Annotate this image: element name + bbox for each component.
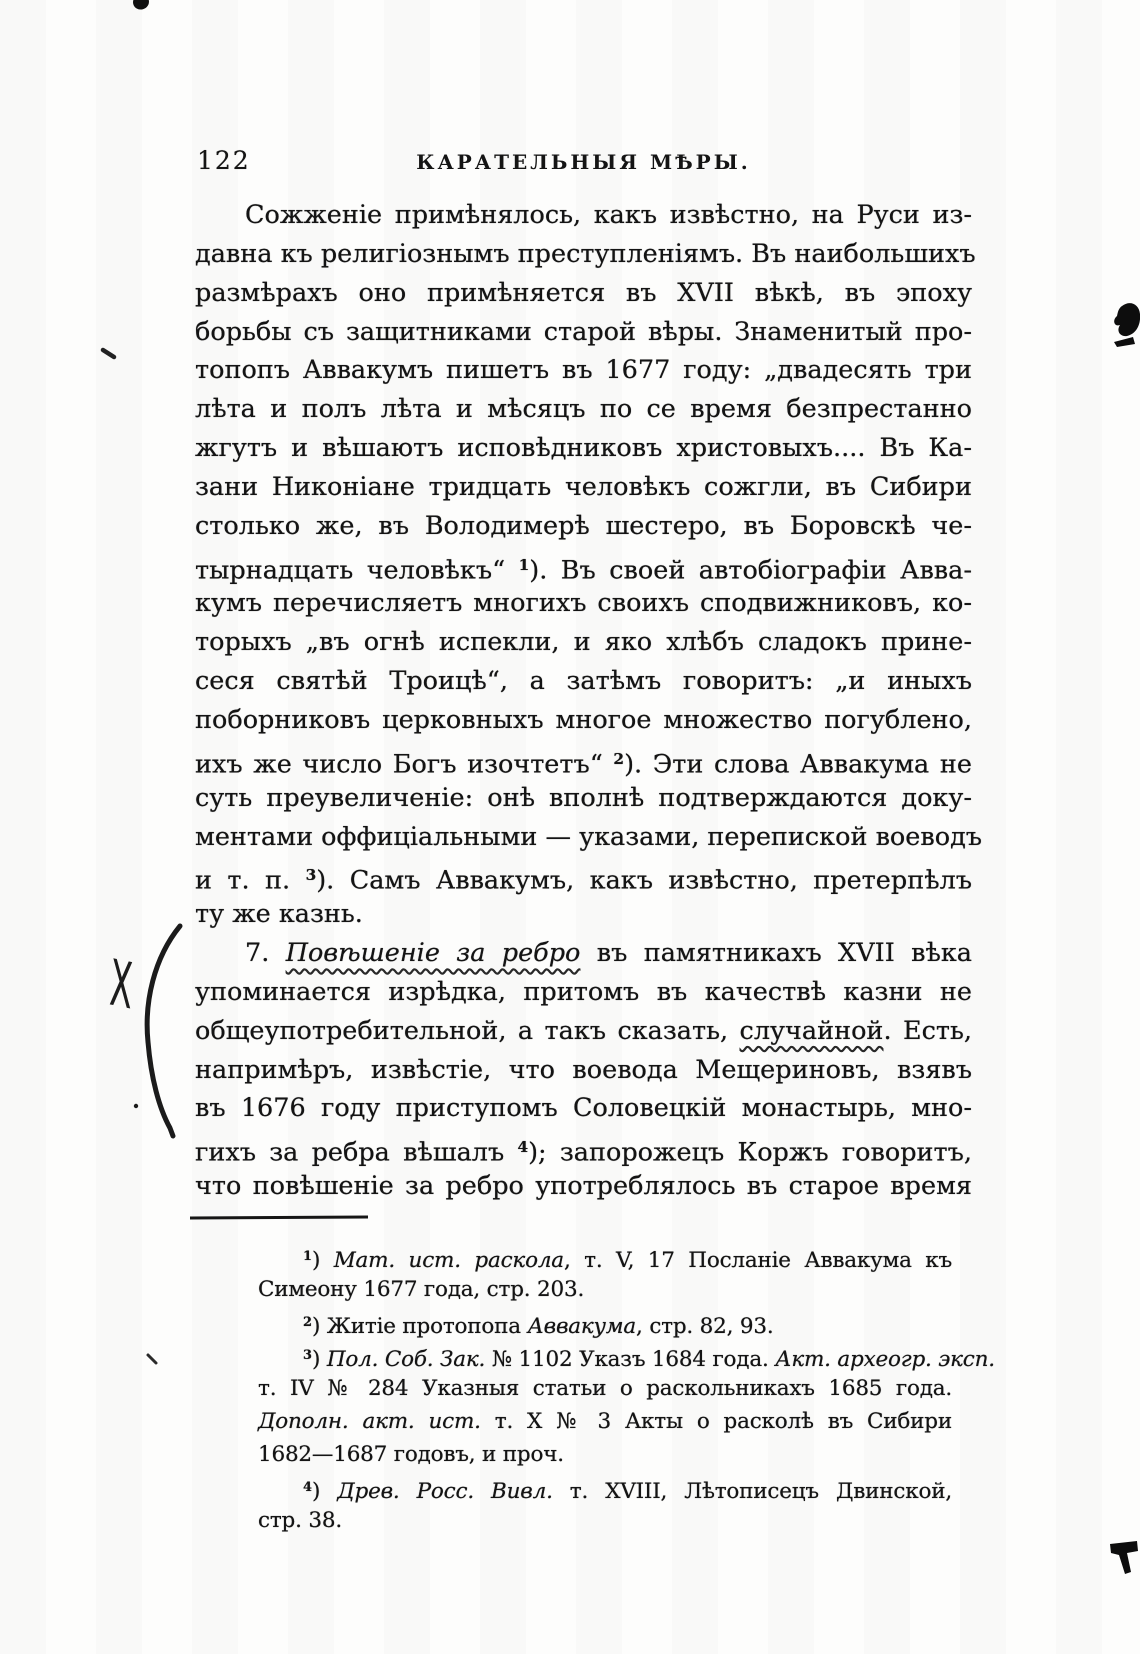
text-segment: т. IV № 284 Указныя статьи о раскольникахъ 1685 года. xyxy=(258,1376,952,1401)
text-line xyxy=(195,973,972,1012)
text-segment: Повѣшеніе за ребро xyxy=(285,938,581,969)
ink-blot-top-edge xyxy=(130,0,152,13)
text-line xyxy=(195,1167,972,1206)
text-line xyxy=(195,1089,972,1128)
text-segment: что повѣшеніе за ребро употреблялось въ старое время xyxy=(195,1171,972,1202)
text-line xyxy=(258,1273,952,1306)
ink-blot-right-edge xyxy=(1106,298,1140,356)
text-segment: Сожженіе примѣнялось, какъ извѣстно, на Руси из- xyxy=(245,200,972,230)
text-segment: въ 1676 году приступомъ Соловецкій монастырь, мно- xyxy=(195,1093,972,1124)
text-line xyxy=(195,934,972,973)
text-segment: жгутъ и вѣшаютъ исповѣдниковъ христовыхъ.... Въ Ка- xyxy=(195,433,972,464)
footnote-marker: 2 xyxy=(303,1315,312,1330)
text-segment: ). Эти слова Аввакума не xyxy=(624,749,972,780)
text-segment: , стр. 82, 93. xyxy=(636,1314,774,1340)
running-title: КАРАТЕЛЬНЫЯ МѢРЫ. xyxy=(416,150,751,174)
text-line xyxy=(258,1240,952,1273)
text-segment: № 1102 Указъ 1684 года. xyxy=(485,1347,776,1373)
text-segment: напримѣръ, извѣстіе, что воевода Мещериновъ, взявъ xyxy=(195,1054,972,1085)
text-segment: Древ. Росс. Вивл. xyxy=(337,1479,553,1505)
text-segment: давна къ религіознымъ преступленіямъ. Въ наибольшихъ xyxy=(195,238,976,269)
text-line xyxy=(195,546,972,585)
text-line xyxy=(258,1405,952,1438)
text-segment: Акт. археогр. эксп. xyxy=(775,1347,995,1373)
text-segment: ). Въ своей автобіографіи Авва- xyxy=(529,555,972,585)
text-segment: т. XVIII, Лѣтописецъ Двинской, xyxy=(552,1479,953,1505)
text-segment: гихъ за ребра вѣшалъ xyxy=(195,1137,518,1168)
text-line xyxy=(195,623,972,662)
text-line xyxy=(258,1339,995,1373)
text-segment: ) Житіе протопопа xyxy=(311,1314,528,1340)
text-segment: поборниковъ церковныхъ многое множество погублено, xyxy=(195,704,972,735)
footnote-marker: 2 xyxy=(613,749,625,768)
handwritten-margin-bracket xyxy=(128,916,188,1146)
text-segment: тырнадцать человѣкъ“ xyxy=(195,555,519,585)
text-line xyxy=(195,662,972,701)
text-line xyxy=(195,429,972,468)
text-segment: т. X № 3 Акты о расколѣ въ Сибири xyxy=(480,1409,952,1434)
footnote-marker: 3 xyxy=(303,1348,312,1363)
text-line xyxy=(258,1372,952,1405)
footnote-marker: 1 xyxy=(518,555,530,574)
text-segment: ); запорожецъ Коржъ говоритъ, xyxy=(528,1137,972,1168)
text-segment: упоминается изрѣдка, притомъ въ качествѣ казни не xyxy=(195,976,972,1007)
text-segment: ) xyxy=(311,1347,327,1373)
text-line xyxy=(258,1306,952,1339)
text-segment: общеупотребительной, а такъ сказать, xyxy=(195,1015,740,1046)
text-segment: ) xyxy=(311,1248,334,1274)
text-segment: . Есть, xyxy=(883,1015,972,1046)
text-segment: ). Самъ Аввакумъ, какъ извѣстно, претерпѣлъ xyxy=(316,865,972,896)
footnote-marker: 1 xyxy=(303,1249,312,1264)
text-line xyxy=(195,1051,972,1090)
text-line xyxy=(195,313,972,352)
text-line xyxy=(195,351,972,390)
text-line xyxy=(195,390,972,429)
text-segment: борьбы съ защитниками старой вѣры. Знаменитый про- xyxy=(195,316,972,347)
page-number: 122 xyxy=(197,146,251,175)
text-line xyxy=(195,235,976,274)
text-line xyxy=(258,1504,952,1537)
text-segment: стр. 38. xyxy=(258,1508,342,1533)
text-segment: ихъ же число Богъ изочтетъ“ xyxy=(195,749,614,780)
text-line xyxy=(258,1471,952,1504)
handwritten-x-mark: X xyxy=(107,946,135,1025)
text-line xyxy=(195,740,972,779)
text-segment: топопъ Аввакумъ пишетъ въ 1677 году: „двадесять три xyxy=(195,355,972,386)
text-segment: сеся святѣй Троицѣ“, а затѣмъ говоритъ: „и иныхъ xyxy=(195,666,972,697)
text-segment: ментами оффиціальными — указами, перепиской воеводъ xyxy=(195,821,983,852)
text-segment: ) xyxy=(311,1479,338,1505)
text-line xyxy=(195,1128,972,1167)
page-header xyxy=(195,146,972,176)
ink-blot-bottom-right xyxy=(1104,1538,1140,1580)
text-segment: 1682—1687 годовъ, и проч. xyxy=(258,1442,564,1467)
text-line xyxy=(195,507,972,546)
text-line xyxy=(195,468,972,507)
footnotes xyxy=(258,1240,995,1537)
text-segment: и т. п. xyxy=(195,865,306,896)
text-segment: Мат. ист. раскола xyxy=(333,1248,564,1274)
body-text xyxy=(195,196,983,1206)
text-segment: суть преувеличеніе: онѣ вполнѣ подтверждаются доку- xyxy=(195,782,972,813)
text-segment: въ памятникахъ XVII вѣка xyxy=(580,938,973,969)
text-line xyxy=(195,779,972,818)
text-line xyxy=(195,856,972,895)
text-segment: ту же казнь. xyxy=(195,899,363,930)
text-segment: Симеону 1677 года, стр. 203. xyxy=(258,1277,585,1302)
text-segment: лѣта и полъ лѣта и мѣсяцъ по се время безпрестанно xyxy=(195,394,972,425)
pencil-tick-footnote-margin xyxy=(145,1352,161,1368)
text-segment: размѣрахъ оно примѣняется въ XVII вѣкѣ, въ эпоху xyxy=(195,277,972,308)
text-segment: случайной xyxy=(739,1015,884,1046)
pencil-mark-left-margin xyxy=(100,346,120,364)
text-segment: торыхъ „въ огнѣ испекли, и яко хлѣбъ сладокъ прине- xyxy=(195,627,972,658)
footnote-marker: 4 xyxy=(517,1138,529,1157)
footnote-separator-rule xyxy=(190,1216,368,1219)
text-segment: столько же, въ Володимерѣ шестеро, въ Боровскѣ че- xyxy=(195,510,972,541)
footnote-marker: 4 xyxy=(303,1480,312,1495)
text-segment: зани Никоніане тридцать человѣкъ сожгли, въ Сибири xyxy=(195,471,972,502)
text-line xyxy=(195,274,972,313)
text-segment: Аввакума xyxy=(527,1314,637,1340)
text-segment: Пол. Соб. Зак. xyxy=(326,1347,486,1373)
text-line xyxy=(195,895,972,934)
text-line xyxy=(195,196,972,235)
footnote-marker: 3 xyxy=(305,866,317,885)
text-line xyxy=(195,584,972,623)
text-segment: 7. xyxy=(245,938,286,969)
text-segment: , т. V, 17 Посланіе Аввакума къ xyxy=(563,1248,952,1274)
text-segment: кумъ перечисляетъ многихъ своихъ сподвижниковъ, ко- xyxy=(195,588,972,619)
text-line xyxy=(195,701,972,740)
text-segment: Дополн. акт. ист. xyxy=(258,1409,481,1434)
text-line xyxy=(195,1012,972,1051)
text-line xyxy=(258,1438,952,1471)
text-line xyxy=(195,818,983,857)
